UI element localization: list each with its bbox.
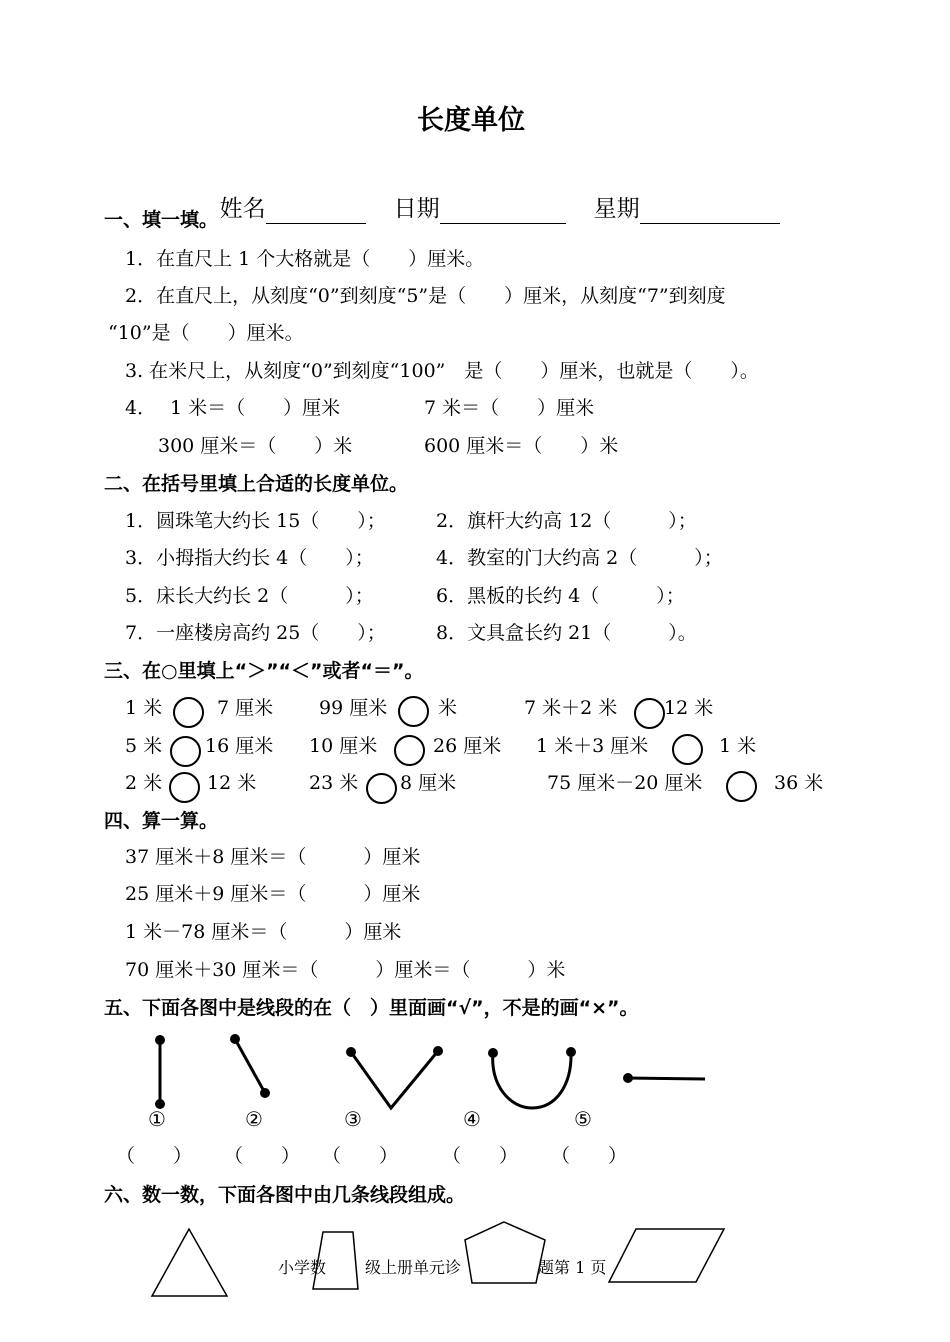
pentagon-shape	[465, 1222, 545, 1283]
date-label: 日期	[393, 196, 440, 222]
name-label: 姓名	[219, 196, 266, 222]
s1-question-4-label: 4．	[125, 397, 157, 419]
s1-question-4-item: 1 米＝（ ）厘米	[170, 397, 341, 419]
figure-label: ②	[245, 1107, 263, 1131]
footer-text-right: 题第 1 页	[538, 1258, 607, 1277]
parallelogram-shape	[609, 1229, 724, 1282]
s3-term: 8 厘米	[400, 772, 457, 794]
s1-question-1: 1．在直尺上 1 个大格就是（ ）厘米。	[125, 248, 485, 270]
s3-term: 7 米＋2 米	[524, 697, 618, 719]
s2-item: 6．黑板的长约 4（ ）；	[436, 585, 685, 607]
section-5-heading: 五、下面各图中是线段的在（ ）里面画“√”，不是的画“×”。	[104, 997, 639, 1019]
s3-term: 1 米＋3 厘米	[536, 735, 649, 757]
s3-term: 米	[438, 697, 458, 719]
answer-blank[interactable]: （ ）	[322, 1145, 399, 1167]
s4-line: 37 厘米＋8 厘米＝（ ）厘米	[125, 846, 421, 868]
s3-term: 5 米	[125, 735, 163, 757]
s1-question-3: 3. 在米尺上，从刻度“0”到刻度“100” 是（ ）厘米，也就是（ ）。	[125, 360, 759, 382]
answer-blank[interactable]: （ ）	[116, 1145, 193, 1167]
footer-text-middle: 级上册单元诊	[365, 1258, 462, 1277]
s3-term: 1 米	[719, 735, 757, 757]
footer-text-left: 小学数	[278, 1258, 327, 1277]
section-2-heading: 二、在括号里填上合适的长度单位。	[104, 473, 409, 495]
s3-term: 23 米	[309, 772, 359, 794]
s4-line: 25 厘米＋9 厘米＝（ ）厘米	[125, 883, 421, 905]
s2-item: 8．文具盒长约 21（ ）。	[436, 622, 697, 644]
section-6-heading: 六、数一数，下面各图中由几条线段组成。	[104, 1184, 466, 1206]
s4-line: 1 米－78 厘米＝（ ）厘米	[125, 921, 402, 943]
answer-blank[interactable]: （ ）	[224, 1145, 301, 1167]
answer-blank[interactable]: （ ）	[551, 1145, 628, 1167]
s2-item: 5．床长大约长 2（ ）；	[125, 585, 374, 607]
s1-question-2a: 2．在直尺上，从刻度“0”到刻度“5”是（ ）厘米，从刻度“7”到刻度	[125, 285, 726, 307]
figure-label: ①	[148, 1107, 166, 1131]
figure-label: ④	[463, 1107, 481, 1131]
figure-label: ③	[344, 1107, 362, 1131]
s4-line: 70 厘米＋30 厘米＝（ ）厘米＝（ ）米	[125, 959, 566, 981]
s3-term: 12 米	[207, 772, 257, 794]
s1-question-4-item: 600 厘米＝（ ）米	[424, 435, 619, 457]
s1-question-2b: “10”是（ ）厘米。	[108, 322, 304, 344]
s2-item: 4．教室的门大约高 2（ ）；	[436, 547, 723, 569]
week-label: 星期	[593, 196, 640, 222]
s3-term: 7 厘米	[217, 697, 274, 719]
s1-question-4-item: 7 米＝（ ）厘米	[424, 397, 595, 419]
s3-term: 16 厘米	[205, 735, 274, 757]
s2-item: 1．圆珠笔大约长 15（ ）；	[125, 510, 386, 532]
s3-term: 12 米	[664, 697, 714, 719]
section-4-heading: 四、算一算。	[104, 810, 219, 832]
s3-term: 36 米	[774, 772, 824, 794]
answer-blank[interactable]: （ ）	[442, 1145, 519, 1167]
s2-item: 3．小拇指大约长 4（ ）；	[125, 547, 374, 569]
figure-label: ⑤	[574, 1107, 592, 1131]
triangle-shape	[152, 1229, 227, 1296]
s3-term: 99 厘米	[319, 697, 388, 719]
s3-term: 75 厘米－20 厘米	[547, 772, 703, 794]
page-title: 长度单位	[417, 105, 525, 136]
s3-term: 26 厘米	[433, 735, 502, 757]
s1-question-4-item: 300 厘米＝（ ）米	[158, 435, 353, 457]
section-1-heading: 一、填一填。	[104, 209, 219, 231]
s2-item: 2．旗杆大约高 12（ ）；	[436, 510, 697, 532]
section-3-heading: 三、在○里填上“＞”“＜”或者“＝”。	[104, 660, 424, 682]
s3-term: 10 厘米	[309, 735, 378, 757]
s2-item: 7．一座楼房高约 25（ ）；	[125, 622, 386, 644]
s3-term: 2 米	[125, 772, 163, 794]
s3-term: 1 米	[125, 697, 163, 719]
